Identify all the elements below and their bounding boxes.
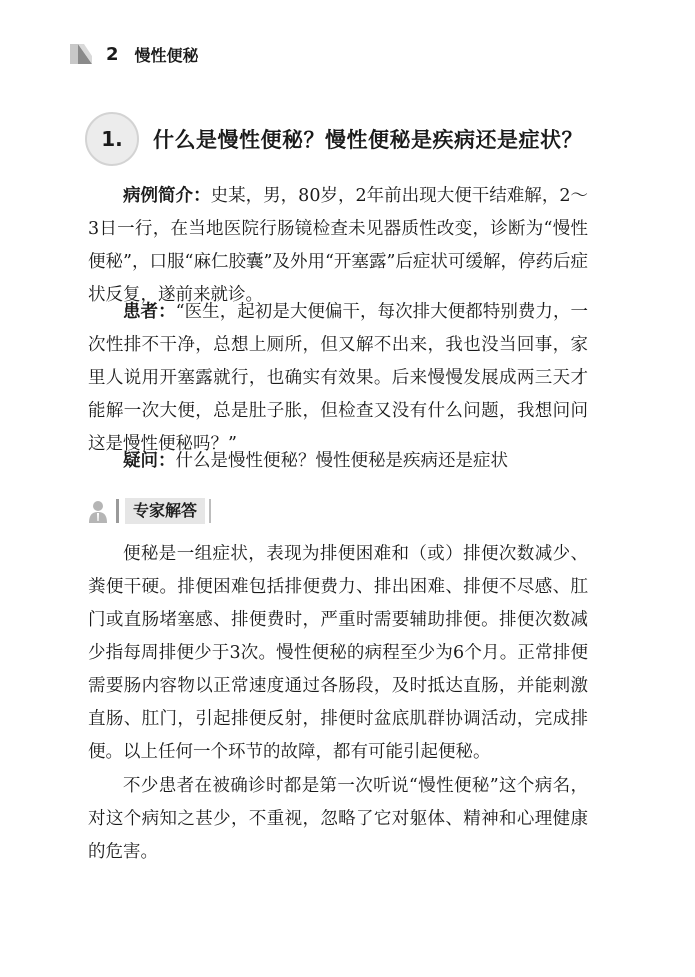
heading-bar: [116, 499, 119, 523]
doctor-avatar-icon: [88, 499, 108, 523]
heading-end-bar: [209, 499, 211, 523]
expert-answer-heading: [88, 497, 211, 525]
question-heading: [85, 112, 583, 166]
question-title: 什么是慢性便秘？慢性便秘是疾病还是症状？: [153, 128, 583, 152]
question-number-badge: 1.: [85, 112, 139, 166]
patient-text: “医生，起初是大便偏干，每次排大便都特别费力，一次性排不干净，总想上厕所，但又解不出来，我也没当回事，家里人说用开塞露就行，也确实有效果。后来慢慢发展成两三天才能解一次大便，总是肚子胀，但检查又没有什么问题，我想问问这是慢性便秘吗？”: [88, 302, 588, 454]
chapter-title: 慢性便秘: [134, 45, 199, 65]
answer-text-2: 不少患者在被确诊时都是第一次听说“慢性便秘”这个病名，对这个病知之甚少，不重视，忽略了它对躯体、精神和心理健康的危害。: [88, 776, 588, 862]
case-intro: [88, 180, 588, 312]
answer-text-1: 便秘是一组症状，表现为排便困难和（或）排便次数减少、粪便干硬。排便困难包括排便费力、排出困难、排便不尽感、肛门或直肠堵塞感、排便费时，严重时需要辅助排便。排便次数减少指每周排便少于3次。慢性便秘的病程至少为6个月。正常排便需要肠内容物以正常速度通过各肠段，及时抵达直肠，并能刺激直肠、肛门，引起排便反射，排便时盆底肌群协调活动，完成排便。以上任何一个环节的故障，都有可能引起便秘。: [88, 544, 588, 762]
answer-paragraph-1: [88, 538, 588, 769]
chapter-number: 2: [106, 43, 119, 65]
expert-answer-label: 专家解答: [125, 498, 205, 524]
case-label: 病例简介：: [123, 186, 211, 206]
answer-paragraph-2: [88, 770, 588, 869]
query-label: 疑问：: [123, 451, 176, 471]
page-header: [70, 42, 199, 66]
query-line: [88, 445, 588, 478]
query-text: 什么是慢性便秘？慢性便秘是疾病还是症状: [175, 451, 508, 471]
chapter-mark-icon: [70, 44, 92, 64]
patient-label: 患者：: [123, 302, 176, 322]
case-text: 史某，男，80岁，2年前出现大便干结难解，2～3日一行，在当地医院行肠镜检查未见器质性改变，诊断为“慢性便秘”，口服“麻仁胶囊”及外用“开塞露”后症状可缓解，停药后症状反复，遂前来就诊。: [88, 186, 588, 305]
patient-statement: [88, 296, 588, 461]
